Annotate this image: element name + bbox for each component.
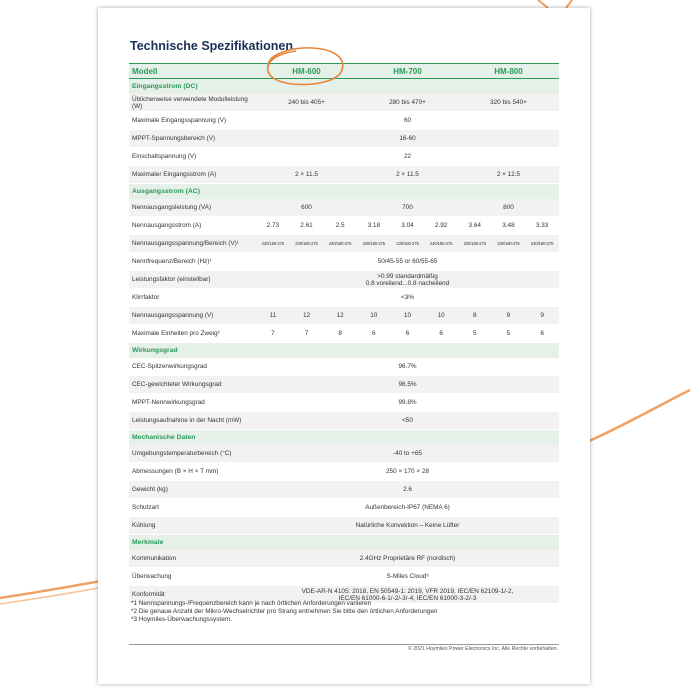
row-value: 22 xyxy=(256,148,559,166)
row-label: Kommunikation xyxy=(129,550,256,568)
table-row xyxy=(129,217,559,235)
spec-sheet-page xyxy=(98,8,590,684)
row-value: Natürliche Konvektion – Keine Lüfter xyxy=(256,517,559,535)
section-title: Wirkungsgrad xyxy=(129,343,559,359)
row-value: 280 bis 470+ xyxy=(357,94,458,112)
row-value: 240 bis 405+ xyxy=(256,94,357,112)
table-row xyxy=(129,130,559,148)
table-row xyxy=(129,412,559,430)
hand-drawn-circle-annotation xyxy=(262,44,348,88)
row-value: <3% xyxy=(256,289,559,307)
row-value: 220/180-275 xyxy=(256,235,290,253)
row-label: Nennausgangsstrom (A) xyxy=(129,217,256,235)
table-row xyxy=(129,199,559,217)
row-value: 3.18 xyxy=(357,217,391,235)
row-label: Kühlung xyxy=(129,517,256,535)
section-title: Mechanische Daten xyxy=(129,430,559,446)
row-value: -40 to +65 xyxy=(256,445,559,463)
page-title: Technische Spezifikationen xyxy=(130,39,294,53)
row-label: Maximale Eingangsspannung (V) xyxy=(129,112,256,130)
row-value: 240/180-275 xyxy=(323,235,357,253)
row-label: Nennausgangsspannung/Bereich (V)¹ xyxy=(129,235,256,253)
section-header-merkmale xyxy=(129,535,559,551)
row-value: S-Miles Cloud³ xyxy=(256,568,559,586)
section-title: Ausgangsstrom (AC) xyxy=(129,184,559,200)
row-value: 10 xyxy=(424,307,458,325)
table-row xyxy=(129,253,559,271)
row-label: Leistungsfaktor (einstellbar) xyxy=(129,271,256,289)
row-value: 2 × 11.5 xyxy=(357,166,458,184)
row-value: 800 xyxy=(458,199,559,217)
row-label: Einschaltspannung (V) xyxy=(129,148,256,166)
row-value: 6 xyxy=(525,325,559,343)
row-value: 96.5% xyxy=(256,376,559,394)
row-value: >0.99 standardmäßig 0.8 voreilend...0.8 nacheilend xyxy=(256,271,559,289)
row-value: 10 xyxy=(357,307,391,325)
row-value: 2.4GHz Proprietäre RF (nordisch) xyxy=(256,550,559,568)
row-value: 6 xyxy=(357,325,391,343)
footnote-2: *2 Die genaue Anzahl der Mikro-Wechselrichter pro Strang entnehmen Sie bitte den örtlichen Anforderungen xyxy=(131,608,438,616)
row-label: Maximale Einheiten pro Zweig² xyxy=(129,325,256,343)
row-value: 9 xyxy=(525,307,559,325)
table-row xyxy=(129,481,559,499)
row-value: 240/180-275 xyxy=(525,235,559,253)
row-label: Umgebungstemperaturbereich (°C) xyxy=(129,445,256,463)
header-hm800: HM-800 xyxy=(458,64,559,79)
row-label: CEC-Spitzenwirkungsgrad xyxy=(129,358,256,376)
row-value: 12 xyxy=(323,307,357,325)
row-value: 8 xyxy=(458,307,492,325)
row-label: Leistungsaufnahme in der Nacht (mW) xyxy=(129,412,256,430)
section-header-ausgangsstrom-ac xyxy=(129,184,559,200)
table-row xyxy=(129,568,559,586)
row-value: VDE-AR-N 4105: 2018, EN 50549-1: 2019, VFR 2019, IEC/EN 62109-1/-2, IEC/EN 61000-6-1/-2/-3/-4, IEC/EN 61000-3-2/-3 xyxy=(256,586,559,604)
table-row xyxy=(129,394,559,412)
row-value: 220/180-275 xyxy=(458,235,492,253)
row-value: 230/180-275 xyxy=(391,235,425,253)
table-row xyxy=(129,307,559,325)
table-row xyxy=(129,289,559,307)
row-value: 3.33 xyxy=(525,217,559,235)
header-hm600: HM-600 xyxy=(256,64,357,79)
section-header-wirkungsgrad xyxy=(129,343,559,359)
row-value: 96.7% xyxy=(256,358,559,376)
row-value: 60 xyxy=(256,112,559,130)
row-value: 11 xyxy=(256,307,290,325)
table-row xyxy=(129,148,559,166)
row-value: <50 xyxy=(256,412,559,430)
row-value: 12 xyxy=(290,307,324,325)
row-value: 220/180-275 xyxy=(357,235,391,253)
row-value: 8 xyxy=(323,325,357,343)
header-hm700: HM-700 xyxy=(357,64,458,79)
row-value: Außenbereich-IP67 (NEMA 6) xyxy=(256,499,559,517)
row-label: Überwachung xyxy=(129,568,256,586)
row-value: 230/180-275 xyxy=(492,235,526,253)
table-row xyxy=(129,358,559,376)
row-value: 16-60 xyxy=(256,130,559,148)
row-label: MPPT-Spannungsbereich (V) xyxy=(129,130,256,148)
table-row xyxy=(129,325,559,343)
row-label: Konformität xyxy=(129,586,256,604)
table-row xyxy=(129,445,559,463)
row-value: 3.64 xyxy=(458,217,492,235)
row-value: 7 xyxy=(290,325,324,343)
row-value: 240/180-275 xyxy=(424,235,458,253)
row-value: 99.8% xyxy=(256,394,559,412)
row-value: 600 xyxy=(256,199,357,217)
row-value: 230/180-275 xyxy=(290,235,324,253)
row-label: CEC-gewichteter Wirkungsgrad xyxy=(129,376,256,394)
row-value: 2 × 11.5 xyxy=(256,166,357,184)
row-value: 2.6 xyxy=(256,481,559,499)
row-label: Nennfrequenz/Bereich (Hz)¹ xyxy=(129,253,256,271)
table-row xyxy=(129,112,559,130)
row-value: 700 xyxy=(357,199,458,217)
row-value: 3.48 xyxy=(492,217,526,235)
row-label: Abmessungen (B × H × T mm) xyxy=(129,463,256,481)
section-title: Eingangsstrom (DC) xyxy=(129,79,559,95)
row-label: Schutzart xyxy=(129,499,256,517)
row-value: 2.61 xyxy=(290,217,324,235)
row-value: 5 xyxy=(492,325,526,343)
header-model-label: Modell xyxy=(129,64,256,79)
row-value: 10 xyxy=(391,307,425,325)
table-row xyxy=(129,376,559,394)
row-value: 5 xyxy=(458,325,492,343)
row-value: 9 xyxy=(492,307,526,325)
section-title: Merkmale xyxy=(129,535,559,551)
row-value: 6 xyxy=(391,325,425,343)
row-value: 250 × 170 × 28 xyxy=(256,463,559,481)
row-value: 2.92 xyxy=(424,217,458,235)
row-value: 2 × 12.5 xyxy=(458,166,559,184)
row-value: 7 xyxy=(256,325,290,343)
section-header-mechanische-daten xyxy=(129,430,559,446)
table-row xyxy=(129,499,559,517)
footnote-1: *1 Nennspannungs-/Frequenzbereich kann je nach örtlichen Anforderungen variieren xyxy=(131,600,372,607)
table-row xyxy=(129,235,559,253)
footer-divider xyxy=(129,644,559,645)
row-label: Üblicherweise verwendete Modulleistung (W) xyxy=(129,94,256,112)
table-row xyxy=(129,517,559,535)
row-label: Maximaler Eingangsstrom (A) xyxy=(129,166,256,184)
row-value: 2.5 xyxy=(323,217,357,235)
table-row xyxy=(129,271,559,289)
row-label: Gewicht (kg) xyxy=(129,481,256,499)
table-row xyxy=(129,550,559,568)
row-label: MPPT-Nennwirkungsgrad xyxy=(129,394,256,412)
table-row xyxy=(129,166,559,184)
row-value: 50/45-55 or 60/55-65 xyxy=(256,253,559,271)
row-value: 6 xyxy=(424,325,458,343)
row-value: 3.04 xyxy=(391,217,425,235)
table-row xyxy=(129,94,559,112)
footnotes xyxy=(131,600,437,625)
row-label: Nennausgangsleistung (VA) xyxy=(129,199,256,217)
row-value: 2.73 xyxy=(256,217,290,235)
footnote-3: *3 Hoymiles-Überwachungssystem. xyxy=(131,616,232,624)
row-label: Nennausgangsspannung (V) xyxy=(129,307,256,325)
row-label: Klirrfaktor xyxy=(129,289,256,307)
spec-table xyxy=(129,63,559,604)
row-value: 320 bis 540+ xyxy=(458,94,559,112)
table-row xyxy=(129,463,559,481)
copyright: © 2021 Hoymiles Power Electronics Inc. Alle Rechte vorbehalten. xyxy=(407,646,558,652)
